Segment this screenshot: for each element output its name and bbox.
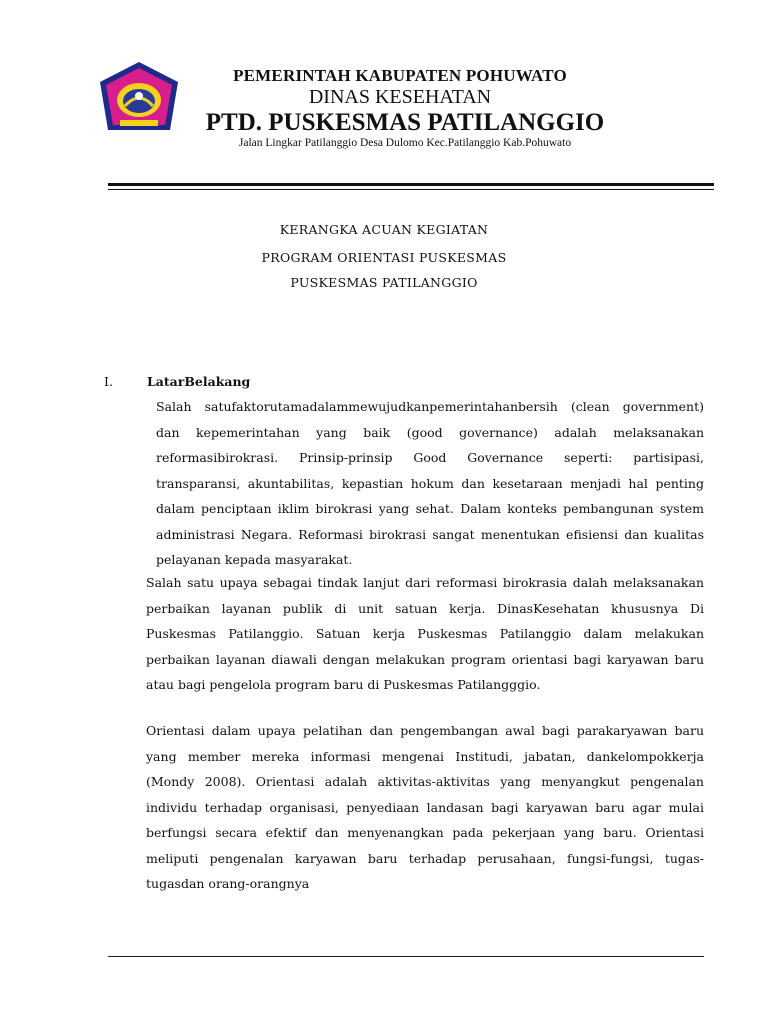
footer-divider	[108, 956, 704, 957]
header-government: PEMERINTAH KABUPATEN POHUWATO	[233, 66, 567, 85]
section-number: I.	[104, 374, 113, 389]
header-department: DINAS KESEHATAN	[308, 86, 492, 108]
paragraph-1: Salah satufaktorutamadalammewujudkanpemerintahanbersih (clean government) dan kepemerintahan yang baik (good governance) adalah melaksanakan reformasibirokrasi. Prinsip-prinsip Good Governance seperti: partisipasi, transparansi, akuntabilitas, kepastian hokum dan kesetaraan menjadi hal penting dalam penciptaan iklim birokrasi yang sehat. Dalam konteks pembangunan system administrasi Negara. Reformasi birokrasi sangat menentukan efisiensi dan kualitas pelayanan kepada masyarakat.	[156, 399, 704, 567]
section-title: LatarBelakang	[147, 374, 251, 389]
header-address: Jalan Lingkar Patilanggio Desa Dulomo Kec.Patilanggio Kab.Pohuwato	[238, 137, 572, 149]
pohuwato-emblem-icon	[98, 60, 180, 140]
paragraph-3: Orientasi dalam upaya pelatihan dan pengembangan awal bagi parakaryawan baru yang member mereka informasi mengenai Institudi, jabatan, dankelompokkerja (Mondy 2008). Orientasi adalah aktivitas-aktivitas yang menyangkut pengenalan individu terhadap organisasi, penyediaan landasan bagi karyawan baru agar mulai berfungsi secara efektif dan menyenangkan pada pekerjaan yang baru. Orientasi meliputi pengenalan karyawan baru terhadap perusahaan, fungsi-fungsi, tugas-tugasdan orang-orangnya	[146, 723, 704, 891]
header-institution: PTD. PUSKESMAS PATILANGGIO	[205, 109, 605, 136]
doc-title-line3: PUSKESMAS PATILANGGIO	[290, 275, 478, 290]
header-divider-thin	[108, 189, 714, 190]
header-divider-thick	[108, 183, 714, 186]
doc-title-line2: PROGRAM ORIENTASI PUSKESMAS	[261, 250, 507, 265]
doc-title-line1: KERANGKA ACUAN KEGIATAN	[279, 222, 489, 237]
paragraph-2: Salah satu upaya sebagai tindak lanjut dari reformasi birokrasia dalah melaksanakan perbaikan layanan publik di unit satuan kerja. DinasKesehatan khususnya Di Puskesmas Patilanggio. Satuan kerja Puskesmas Patilanggio dalam melakukan perbaikan layanan diawali dengan melakukan program orientasi bagi karyawan baru atau bagi pengelola program baru di Puskesmas Patilangggio.	[146, 575, 704, 692]
letterhead	[0, 0, 768, 190]
